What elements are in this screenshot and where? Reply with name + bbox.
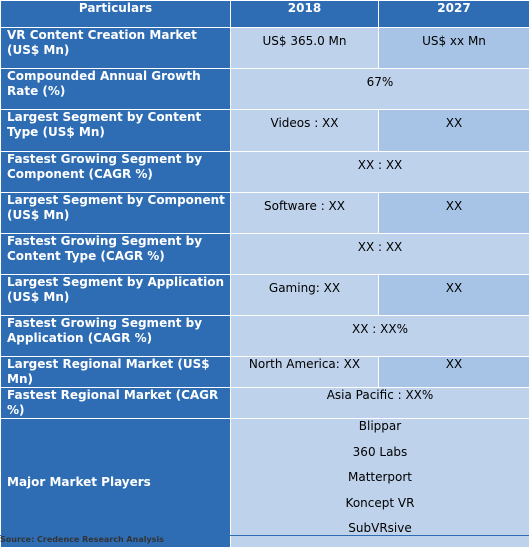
cell-2018: North America: XX <box>231 357 379 388</box>
row-label: Largest Segment by Application (US$ Mn) <box>1 275 231 316</box>
cell-merged: Asia Pacific : XX% <box>231 388 530 419</box>
table-row <box>1 110 530 152</box>
list-item: Koncept VR <box>345 495 415 510</box>
row-label: Largest Segment by Content Type (US$ Mn) <box>1 110 231 152</box>
list-item: 360 Labs <box>352 444 408 459</box>
list-item: SubVRsive <box>348 521 412 536</box>
table-row <box>1 275 530 316</box>
table-row <box>1 234 530 275</box>
cell-merged: XX : XX <box>231 234 530 275</box>
cell-2027: XX <box>379 110 530 152</box>
header-2018: 2018 <box>231 1 379 28</box>
row-label: Fastest Growing Segment by Component (CAGR %) <box>1 152 231 193</box>
cell-merged: XX : XX% <box>231 316 530 357</box>
row-label: VR Content Creation Market (US$ Mn) <box>1 28 231 69</box>
source-note: Source: Credence Research Analysis <box>0 535 164 544</box>
table-row-players <box>1 419 530 548</box>
cell-2018: Gaming: XX <box>231 275 379 316</box>
table-header-row <box>1 1 530 28</box>
row-label: Major Market Players <box>1 419 231 548</box>
row-label: Fastest Growing Segment by Application (CAGR %) <box>1 316 231 357</box>
table-row <box>1 69 530 110</box>
players-list <box>231 419 530 548</box>
table-row <box>1 316 530 357</box>
header-2027: 2027 <box>379 1 530 28</box>
row-label: Largest Segment by Component (US$ Mn) <box>1 193 231 234</box>
table-row <box>1 28 530 69</box>
cell-2018: Videos : XX <box>231 110 379 152</box>
table-row <box>1 152 530 193</box>
list-item: Matterport <box>347 470 413 485</box>
list-item: Blippar <box>358 419 402 433</box>
cell-2027: US$ xx Mn <box>379 28 530 69</box>
header-particulars: Particulars <box>1 1 231 28</box>
row-label: Largest Regional Market (US$ Mn) <box>1 357 231 388</box>
cell-2018: Software : XX <box>231 193 379 234</box>
cell-merged: 67% <box>231 69 530 110</box>
table-row <box>1 388 530 419</box>
row-label: Fastest Growing Segment by Content Type (CAGR %) <box>1 234 231 275</box>
cell-2027: XX <box>379 357 530 388</box>
cell-merged: XX : XX <box>231 152 530 193</box>
table-row <box>1 193 530 234</box>
row-label: Fastest Regional Market (CAGR %) <box>1 388 231 419</box>
row-label: Compounded Annual Growth Rate (%) <box>1 69 231 110</box>
table-row <box>1 357 530 388</box>
cell-2027: XX <box>379 193 530 234</box>
cell-2027: XX <box>379 275 530 316</box>
cell-2018: US$ 365.0 Mn <box>231 28 379 69</box>
